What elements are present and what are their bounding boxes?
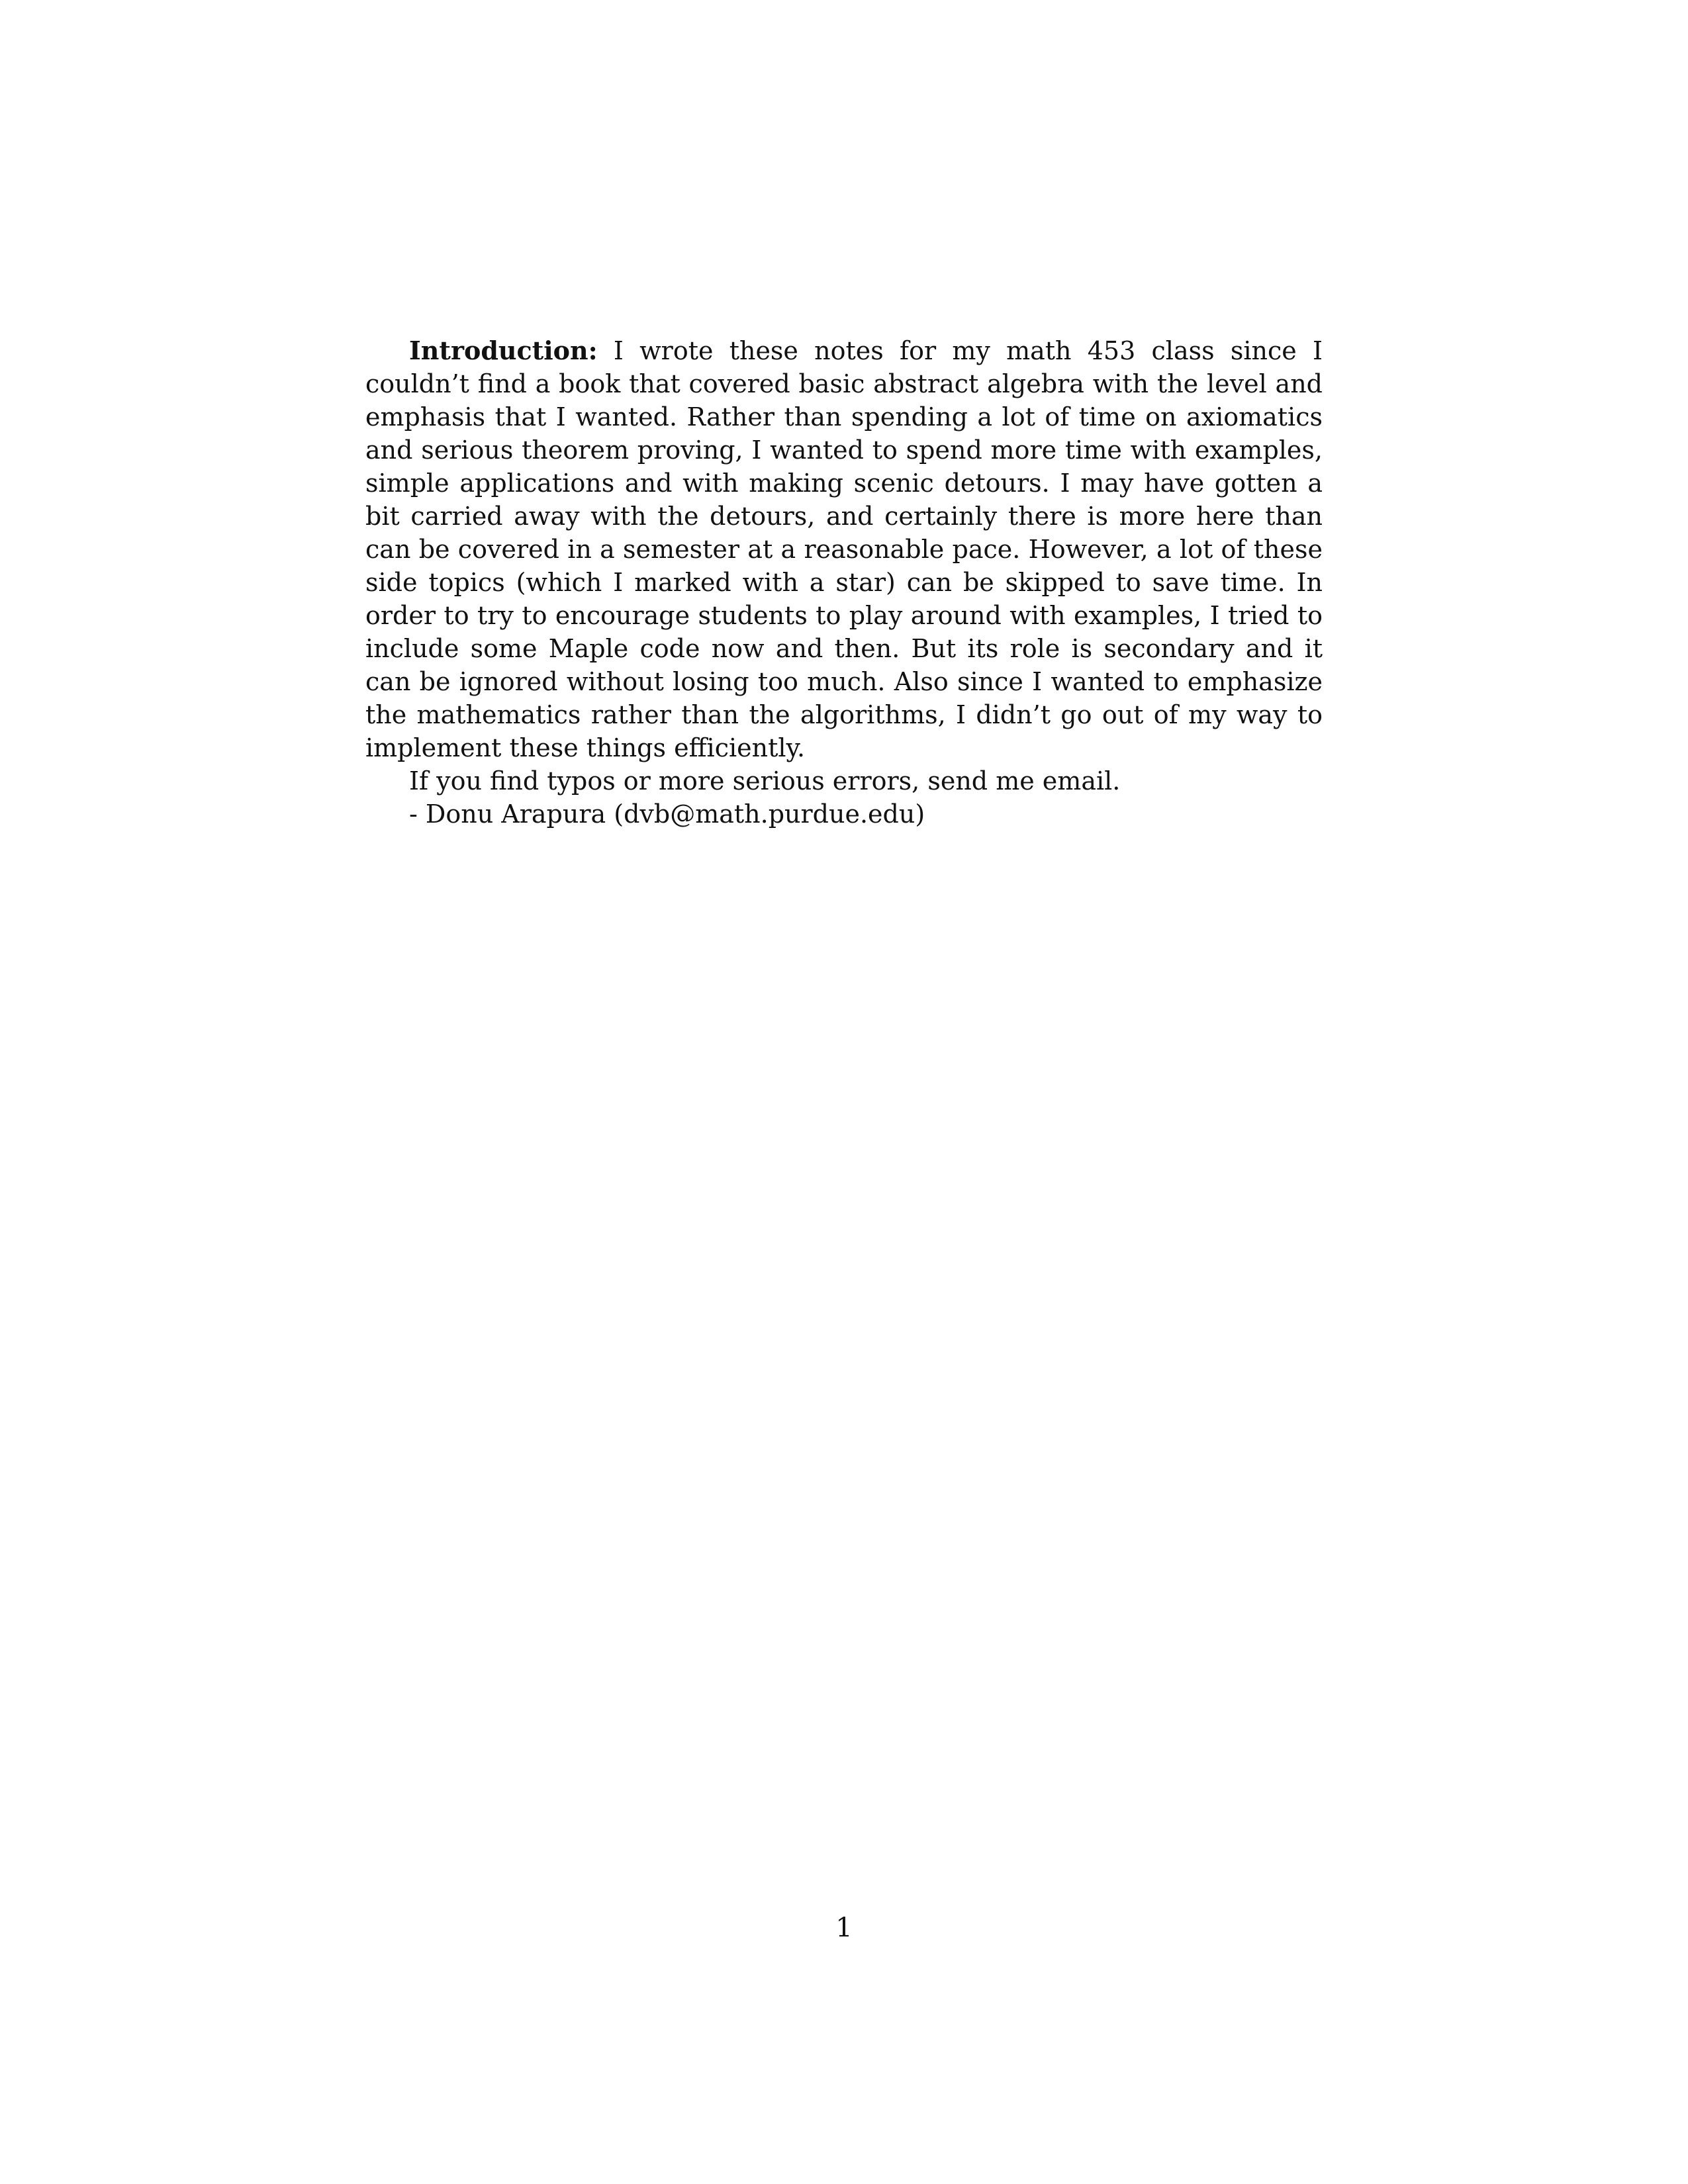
typos-note: If you find typos or more serious errors, send me email. (409, 766, 1121, 796)
intro-body: I wrote these notes for my math 453 class since I couldn’t find a book that covered basic abstract algebra with the level and emphasis that I wanted. Rather than spending a lot of time on axiomatics and serious theorem proving, I wanted to spend more time with examples, simple applications and with making scenic detours. I may have gotten a bit carried away with the detours, and certainly there is more here than can be covered in a semester at a reasonable pace. However, a lot of these side topics (which I marked with a star) can be skipped to save time. In order to try to encourage students to play around with examples, I tried to include some Maple code now and then. But its role is secondary and it can be ignored without losing too much. Also since I wanted to emphasize the mathematics rather than the algorithms, I didn’t go out of my way to implement these things efficiently. (365, 336, 1323, 762)
author-signature: - Donu Arapura (dvb@math.purdue.edu) (409, 799, 925, 829)
intro-heading: Introduction: (409, 336, 598, 365)
intro-paragraph (365, 334, 1323, 764)
page-number: 1 (835, 1913, 853, 1943)
introduction-section (365, 334, 1323, 831)
